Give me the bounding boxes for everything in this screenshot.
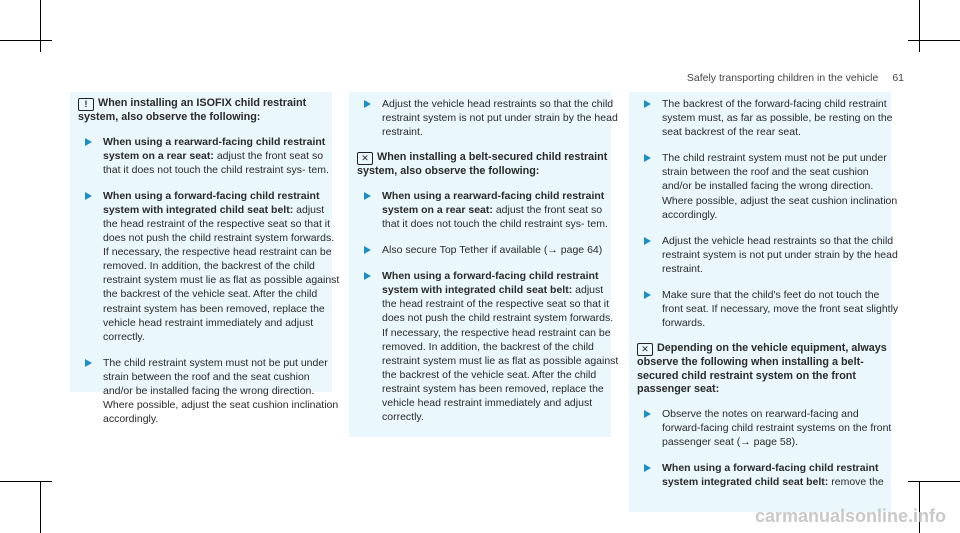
- list-item: When using a rearward-facing child restraint system on a rear seat: adjust the front seat so that it does not touch the child restraint sys- tem.: [78, 135, 340, 177]
- bullet-arrow-icon: [644, 154, 651, 162]
- list-item: [357, 243, 619, 257]
- section-heading: ✕ When installing a belt-secured child restraint system, also observe the following:: [357, 151, 608, 178]
- belt-secured-seat-icon: ✕: [357, 152, 373, 165]
- belt-secured-seat-icon: ✕: [637, 343, 653, 356]
- list-item: When using a rearward-facing child restraint system on a rear seat: adjust the front seat so that it does not touch the child restraint sys- tem.: [357, 189, 619, 231]
- list-item: The child restraint system must not be put under strain between the roof and the seat cushion and/or be installed facing the wrong direction. Where possible, adjust the seat cushion inclination accordingly.: [78, 356, 340, 426]
- page-reference-link[interactable]: Observe the notes on rearward-facing and forward-facing child restraint systems on the front passenger seat (→ page 58).: [662, 407, 892, 448]
- page-header: [622, 72, 904, 84]
- bullet-arrow-icon: [85, 138, 92, 146]
- list-item: When using a forward-facing child restraint system with integrated child seat belt: adjust the head restraint of the respective seat so that it does not push the child restraint system forwards. If necessary, the respective head restraint can be removed. In addition, the backrest of the child restraint system must lie as flat as possible against the backrest of the vehicle seat. After the child restraint system has been removed, replace the vehicle head restraint immediately and adjust correctly.: [357, 269, 619, 424]
- list-item: [637, 407, 899, 449]
- bullet-arrow-icon: [644, 410, 651, 418]
- crop-mark: [908, 40, 960, 41]
- page-number: 61: [892, 72, 904, 84]
- crop-mark: [0, 481, 52, 482]
- crop-mark: [40, 0, 41, 52]
- list-item: Adjust the vehicle head restraints so that the child restraint system is not put under strain by the head restraint.: [637, 234, 899, 276]
- bullet-arrow-icon: [364, 100, 371, 108]
- crop-mark: [0, 40, 52, 41]
- crop-mark: [40, 481, 41, 533]
- bullet-arrow-icon: [364, 272, 371, 280]
- column-2: [357, 97, 619, 436]
- list-item: When using a forward-facing child restraint system integrated child seat belt: remove the: [637, 461, 899, 489]
- section-heading: ! When installing an ISOFIX child restraint system, also observe the following:: [78, 97, 307, 123]
- bullet-arrow-icon: [644, 237, 651, 245]
- bullet-arrow-icon: [85, 359, 92, 367]
- column-1: [78, 97, 340, 438]
- page-reference-link[interactable]: Also secure Top Tether if available (→ page 64): [382, 244, 603, 257]
- bullet-arrow-icon: [364, 192, 371, 200]
- list-item: Adjust the vehicle head restraints so that the child restraint system is not put under strain by the head restraint.: [357, 97, 619, 139]
- list-item: When using a forward-facing child restraint system with integrated child seat belt: adjust the head restraint of the respective seat so that it does not push the child restraint system forwards. If necessary, the respective head restraint can be removed. In addition, the backrest of the child restraint system must lie as flat as possible against the backrest of the vehicle seat. After the child restraint system has been removed, replace the vehicle head restraint immediately and adjust correctly.: [78, 189, 340, 344]
- crop-mark: [919, 0, 920, 52]
- bullet-arrow-icon: [644, 100, 651, 108]
- list-item: The backrest of the forward-facing child restraint system must, as far as possible, be resting on the seat backrest of the rear seat.: [637, 97, 899, 139]
- list-item: Make sure that the child's feet do not touch the front seat. If necessary, move the front seat slightly forwards.: [637, 288, 899, 330]
- bullet-arrow-icon: [644, 464, 651, 472]
- list-item: The child restraint system must not be put under strain between the roof and the seat cushion and/or be installed facing the wrong direction. Where possible, adjust the seat cushion inclination accordingly.: [637, 151, 899, 221]
- bullet-arrow-icon: [364, 246, 371, 254]
- crop-mark: [908, 481, 960, 482]
- bullet-arrow-icon: [644, 291, 651, 299]
- bullet-arrow-icon: [85, 192, 92, 200]
- isofix-icon: !: [78, 98, 94, 111]
- section-heading: ✕ Depending on the vehicle equipment, always observe the following when installing a belt-secured child restraint system on the front passenger seat:: [637, 342, 887, 396]
- watermark: carmanualsonline.info: [754, 506, 946, 526]
- column-3: [637, 97, 899, 501]
- section-title: Safely transporting children in the vehicle: [686, 72, 879, 84]
